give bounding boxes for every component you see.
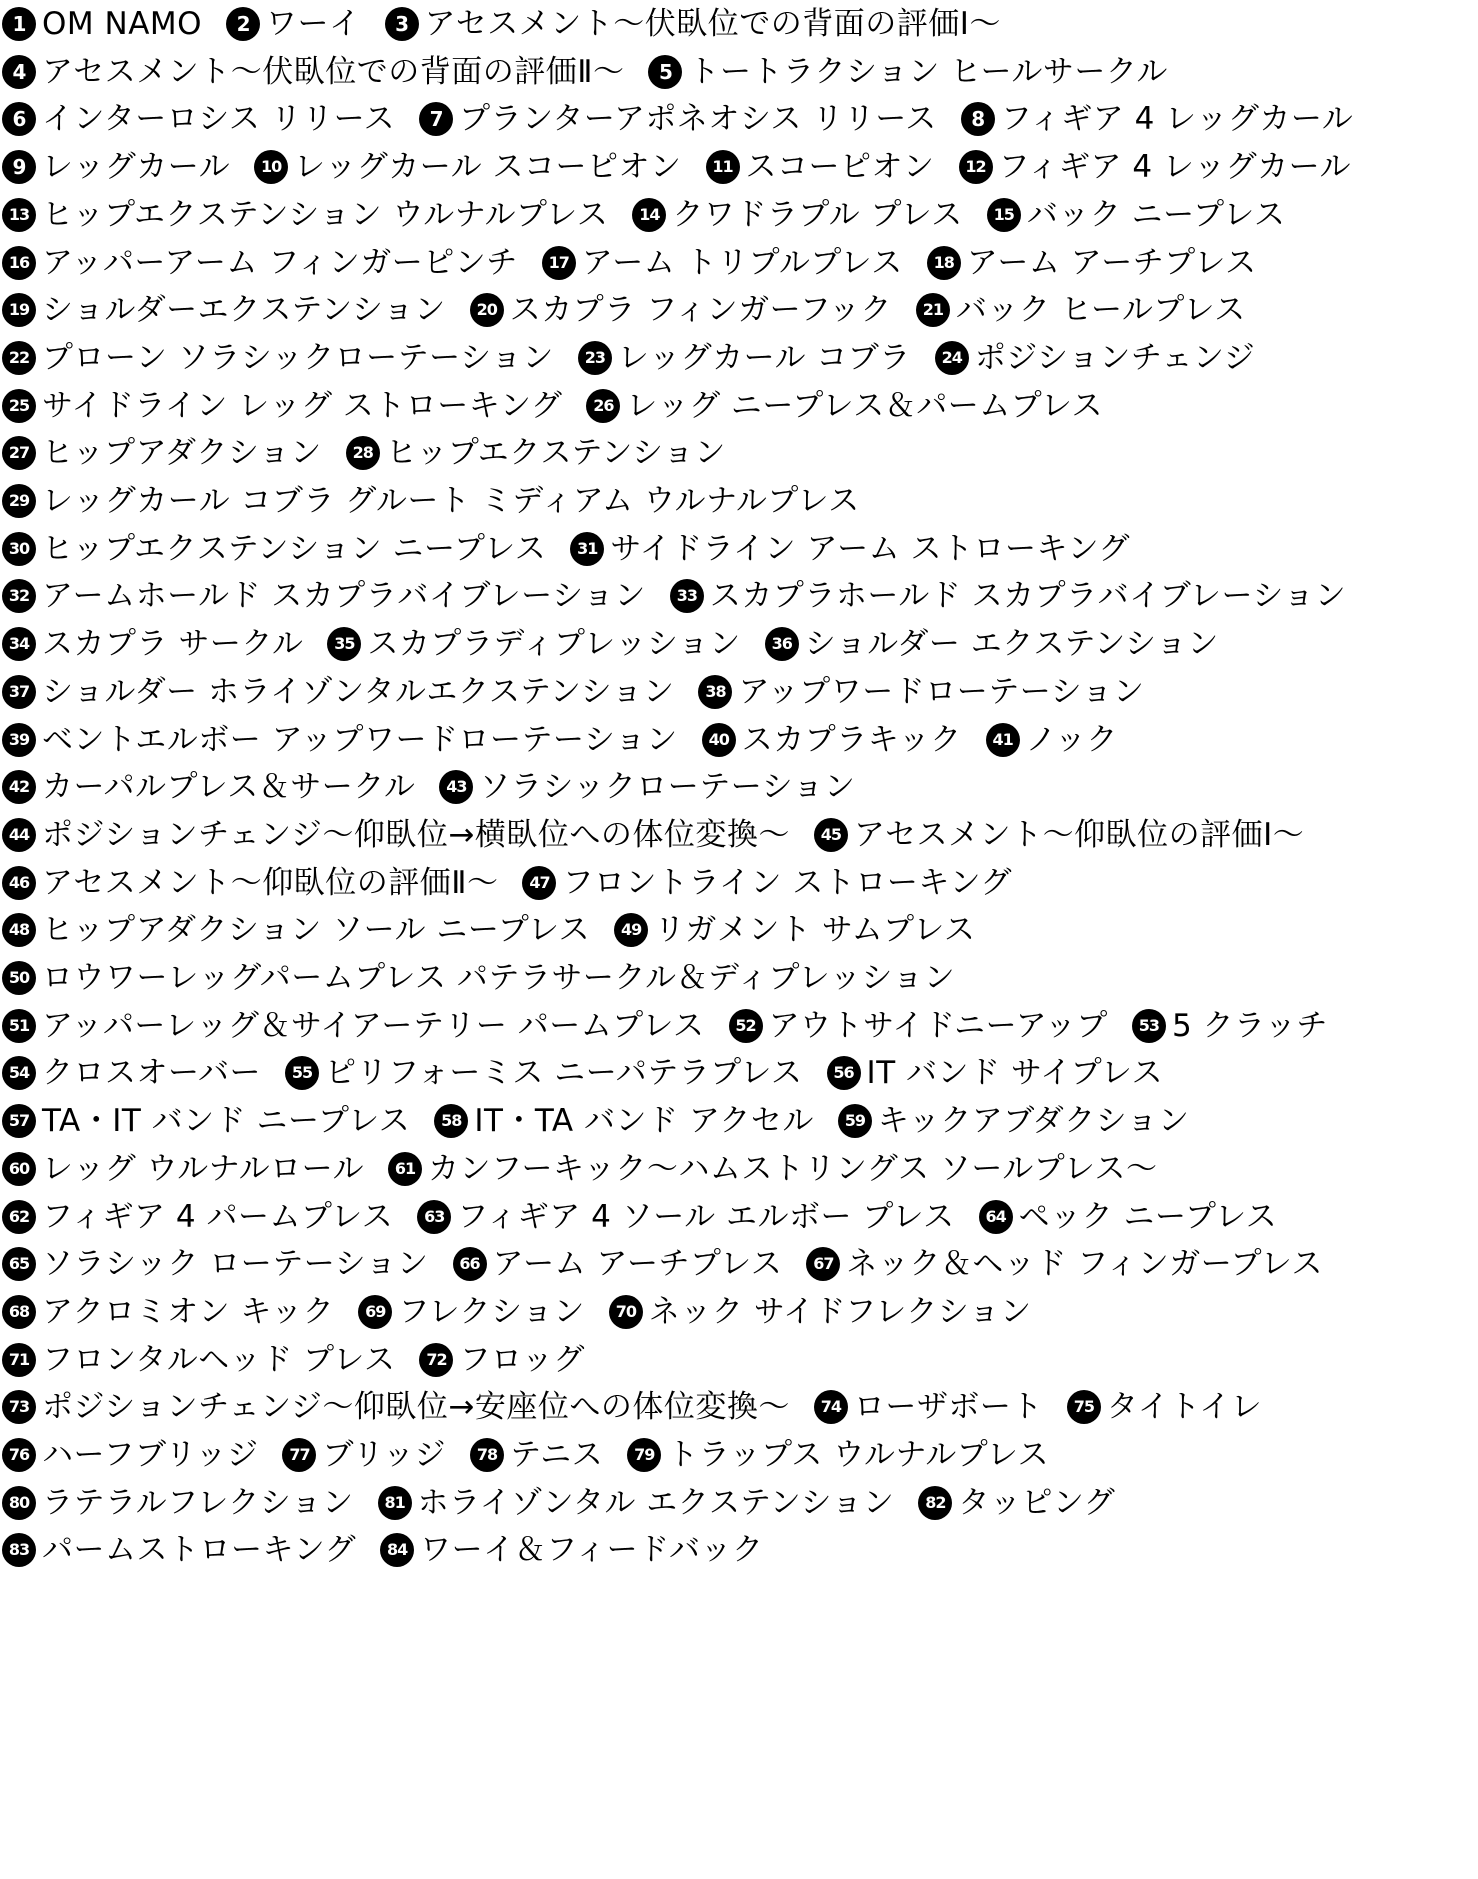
step-number-badge: 84 [380,1533,414,1567]
step-number-badge: 53 [1132,1009,1166,1043]
technique-label: フロッグ [459,1341,585,1378]
technique-item [282,1431,446,1479]
technique-item [2,1526,356,1574]
technique-label: クロスオーバー [42,1055,261,1092]
step-number-badge: 83 [2,1533,36,1567]
step-number-badge: 40 [702,723,736,757]
technique-item [439,763,855,811]
technique-label: ラテラルフレクション [42,1484,354,1521]
step-number-badge: 8 [961,102,995,136]
technique-item [434,1097,814,1145]
list-line [2,620,1219,668]
technique-item [2,620,303,668]
technique-item [961,95,1354,143]
technique-item [838,1097,1190,1145]
step-number-badge: 27 [2,436,36,470]
list-line [2,1049,1163,1097]
list-line [2,1336,585,1384]
technique-label: スコーピオン [745,149,935,186]
technique-item [706,143,935,191]
technique-item [2,477,860,525]
technique-item [827,1049,1164,1097]
step-number-badge: 10 [254,150,288,184]
step-number-badge: 39 [2,723,36,757]
technique-label: ピリフォーミス ニーパテラプレス [324,1055,803,1092]
technique-item [2,191,608,239]
step-number-badge: 42 [2,770,36,804]
list-line [2,1145,1158,1193]
technique-item [986,716,1118,764]
technique-item [648,48,1167,96]
technique-label: ポジションチェンジ〜仰臥位→安座位への体位変換〜 [42,1389,790,1426]
step-number-badge: 14 [632,198,666,232]
list-line [2,48,1168,96]
technique-item [2,1431,258,1479]
technique-label: バック ヒールプレス [955,292,1246,329]
technique-label: アッパーレッグ＆サイアーテリー パームプレス [42,1007,705,1044]
step-number-badge: 72 [419,1343,453,1377]
technique-label: ブリッジ [322,1437,447,1473]
technique-item [702,716,962,764]
step-number-badge: 56 [827,1056,861,1090]
technique-label: アーム アーチプレス [492,1246,783,1283]
step-number-badge: 29 [2,484,36,518]
technique-item [2,1383,790,1431]
technique-item [470,1431,603,1479]
step-number-badge: 23 [578,341,612,375]
technique-item [570,525,1130,573]
technique-item [814,811,1304,859]
technique-label: ネック＆ヘッド フィンガープレス [846,1246,1323,1283]
step-number-badge: 28 [346,436,380,470]
step-number-badge: 18 [927,246,961,280]
technique-label: ポジションチェンジ [974,339,1256,376]
step-number-badge: 31 [570,532,604,566]
technique-item [2,716,678,764]
technique-item [2,668,674,716]
technique-item [2,906,590,954]
technique-label: ソラシック ローテーション [42,1246,429,1283]
technique-item [918,1479,1115,1527]
step-number-badge: 67 [806,1247,840,1281]
technique-item [2,1193,393,1241]
technique-label: ポジションチェンジ〜仰臥位→横臥位への体位変換〜 [42,816,790,853]
list-line [2,572,1346,620]
technique-label: タッピング [958,1484,1116,1521]
technique-label: アーム アーチプレス [966,244,1257,281]
list-line [2,0,1001,48]
technique-label: タイトイレ [1106,1389,1263,1426]
list-line [2,191,1285,239]
step-number-badge: 77 [282,1438,316,1472]
list-line [2,1479,1115,1527]
list-line [2,477,860,525]
step-number-badge: 58 [434,1104,468,1138]
list-line [2,382,1103,430]
technique-label: アーム トリプルプレス [581,244,903,281]
technique-label: ノック [1025,721,1118,758]
technique-item [2,572,646,620]
step-number-badge: 6 [2,102,36,136]
technique-item [346,429,726,477]
technique-item [419,95,937,143]
technique-item [609,1288,1032,1336]
list-line [2,286,1246,334]
step-number-badge: 13 [2,198,36,232]
step-number-badge: 45 [814,818,848,852]
technique-label: レッグ ウルナルロール [42,1150,364,1187]
technique-label: スカプラホールド スカプラバイブレーション [709,578,1347,615]
step-number-badge: 66 [453,1247,487,1281]
technique-item [2,1479,354,1527]
technique-label: アウトサイドニーアップ [768,1007,1108,1044]
list-line [2,1097,1190,1145]
step-number-badge: 76 [2,1438,36,1472]
technique-item [2,1240,429,1288]
technique-label: レッグカール コブラ [617,339,911,376]
list-line [2,429,726,477]
list-line [2,763,856,811]
step-number-badge: 35 [327,627,361,661]
step-number-badge: 41 [986,723,1020,757]
list-line [2,906,975,954]
technique-item [2,1145,364,1193]
list-line [2,525,1130,573]
technique-label: カンフーキック〜ハムストリングス ソールプレス〜 [427,1150,1158,1187]
step-number-badge: 25 [2,389,36,423]
technique-item [2,954,955,1002]
technique-item [2,48,624,96]
technique-label: レッグカール スコーピオン [294,149,682,186]
technique-label: フィギア 4 レッグカール [1000,101,1354,138]
technique-item [2,859,498,907]
technique-label: プローン ソラシックローテーション [42,339,554,376]
technique-label: サイドライン アーム ストローキング [610,530,1131,567]
technique-item [2,334,554,382]
technique-item [385,0,1001,48]
step-number-badge: 75 [1067,1390,1101,1424]
step-number-badge: 63 [417,1200,451,1234]
step-number-badge: 26 [586,389,620,423]
technique-label: パームストローキング [42,1532,357,1569]
technique-label: ベントエルボー アップワードローテーション [42,721,678,758]
step-number-badge: 52 [729,1009,763,1043]
step-number-badge: 21 [916,293,950,327]
technique-item [2,429,322,477]
technique-item [378,1479,895,1527]
step-number-badge: 34 [2,627,36,661]
technique-label: フロンタルヘッド プレス [42,1341,396,1378]
technique-label: レッグカール コブラ グルート ミディアム ウルナルプレス [42,483,860,519]
technique-item [959,143,1352,191]
step-number-badge: 64 [979,1200,1013,1234]
technique-label: ヒップアダクション [42,435,322,472]
step-number-badge: 80 [2,1486,36,1520]
technique-item [2,239,518,287]
technique-label: プランターアポネオシス リリース [459,101,937,138]
technique-label: ローザボート [853,1389,1043,1426]
technique-label: カーパルプレス＆サークル [42,769,416,806]
technique-item [2,382,562,430]
technique-item [806,1240,1323,1288]
step-number-badge: 9 [2,150,36,184]
technique-item [765,620,1219,668]
technique-label: ペック ニープレス [1018,1198,1278,1235]
step-number-badge: 68 [2,1295,36,1329]
technique-item [586,382,1103,430]
technique-item [226,0,361,48]
step-number-badge: 48 [2,913,36,947]
step-number-badge: 57 [2,1104,36,1138]
technique-label: スカプラ サークル [42,626,304,663]
technique-label: サイドライン レッグ ストローキング [42,387,563,424]
technique-label: リガメント サムプレス [654,912,976,949]
technique-label: TA・IT バンド ニープレス [42,1103,411,1140]
step-number-badge: 51 [2,1009,36,1043]
step-number-badge: 54 [2,1056,36,1090]
list-line [2,1383,1262,1431]
technique-item [979,1193,1278,1241]
technique-label: ネック サイドフレクション [648,1293,1032,1330]
technique-label: スカプラキック [741,721,962,758]
technique-label: IT バンド サイプレス [866,1055,1164,1092]
technique-label: アセスメント〜伏臥位での背面の評価Ⅰ〜 [424,6,1001,42]
technique-label: アクロミオン キック [42,1293,335,1330]
technique-label: フィギア 4 ソール エルボー プレス [457,1198,955,1235]
list-line [2,811,1304,859]
technique-item [453,1240,783,1288]
step-number-badge: 19 [2,293,36,327]
technique-item [2,286,446,334]
technique-item [632,191,962,239]
step-number-badge: 16 [2,246,36,280]
step-number-badge: 60 [2,1152,36,1186]
technique-label: キックアブダクション [877,1103,1190,1140]
technique-item [1132,1002,1328,1050]
step-number-badge: 78 [470,1438,504,1472]
list-line [2,143,1351,191]
step-number-badge: 20 [470,293,504,327]
technique-label: スカプラ フィンガーフック [509,292,892,329]
technique-label: ワーイ [266,6,361,42]
technique-item [1067,1383,1262,1431]
technique-label: ヒップエクステンション ウルナルプレス [42,196,609,233]
technique-item [927,239,1257,287]
technique-item [2,1002,705,1050]
technique-label: バック ニープレス [1026,196,1286,233]
step-number-badge: 44 [2,818,36,852]
step-number-badge: 70 [609,1295,643,1329]
technique-label: ショルダーエクステンション [42,292,446,329]
technique-label: ヒップエクステンション ニープレス [42,530,547,567]
step-number-badge: 55 [285,1056,319,1090]
technique-label: IT・TA バンド アクセル [474,1103,814,1140]
technique-item [2,763,415,811]
technique-item [2,0,202,48]
list-line [2,716,1118,764]
technique-label: アセスメント〜伏臥位での背面の評価Ⅱ〜 [42,53,625,90]
technique-label: スカプラディプレッション [367,626,741,663]
step-number-badge: 38 [698,675,732,709]
technique-label: ソラシックローテーション [479,769,856,806]
technique-label: クワドラプル プレス [672,196,963,233]
technique-item [327,620,740,668]
step-number-badge: 11 [706,150,740,184]
step-number-badge: 30 [2,532,36,566]
step-number-badge: 32 [2,579,36,613]
step-number-badge: 5 [648,55,682,89]
list-line [2,1002,1328,1050]
technique-item [2,95,395,143]
technique-label: ホライゾンタル エクステンション [417,1484,895,1521]
technique-label: テニス [510,1437,604,1473]
list-line [2,668,1145,716]
technique-item [254,143,681,191]
technique-label: ヒップアダクション ソール ニープレス [42,912,591,949]
step-number-badge: 49 [614,913,648,947]
technique-item [2,143,230,191]
technique-item [987,191,1286,239]
step-number-badge: 24 [935,341,969,375]
step-number-badge: 62 [2,1200,36,1234]
technique-item [698,668,1144,716]
technique-label: トートラクション ヒールサークル [688,53,1168,90]
list-line [2,239,1257,287]
step-number-badge: 33 [670,579,704,613]
technique-label: トラップス ウルナルプレス [667,1437,1050,1473]
technique-item [2,811,790,859]
technique-label: OM NAMO [42,6,203,42]
step-number-badge: 81 [378,1486,412,1520]
technique-label: フィギア 4 レッグカール [998,149,1352,186]
technique-label: インターロシス リリース [42,101,396,138]
step-number-badge: 12 [959,150,993,184]
technique-item [2,1097,410,1145]
technique-item [358,1288,585,1336]
step-number-badge: 15 [987,198,1021,232]
step-number-badge: 50 [2,961,36,995]
technique-label: ロウワーレッグパームプレス パテラサークル＆ディプレッション [42,960,956,996]
list-line [2,1240,1323,1288]
technique-item [935,334,1255,382]
list-line [2,859,1012,907]
technique-label: 5 クラッチ [1171,1007,1328,1044]
technique-item [2,1049,261,1097]
step-number-badge: 7 [419,102,453,136]
list-line [2,1288,1032,1336]
technique-item [419,1336,584,1384]
technique-item [380,1526,763,1574]
technique-item [670,572,1346,620]
step-number-badge: 46 [2,866,36,900]
step-number-badge: 47 [522,866,556,900]
technique-item [2,1336,395,1384]
technique-item [542,239,903,287]
technique-item [522,859,1012,907]
technique-item [916,286,1246,334]
technique-label: ワーイ＆フィードバック [420,1532,764,1569]
technique-label: ヒップエクステンション [385,435,726,472]
technique-item [2,525,546,573]
step-number-badge: 1 [2,7,36,41]
step-number-badge: 61 [388,1152,422,1186]
technique-item [388,1145,1158,1193]
list-line [2,334,1255,382]
technique-label: ショルダー ホライゾンタルエクステンション [42,673,675,710]
technique-label: アセスメント〜仰臥位の評価Ⅱ〜 [42,864,499,901]
technique-item [614,906,975,954]
step-number-badge: 17 [542,246,576,280]
technique-item [814,1383,1043,1431]
technique-label: レッグ ニープレス＆パームプレス [626,387,1104,424]
step-number-badge: 3 [385,7,419,41]
step-number-badge: 37 [2,675,36,709]
step-number-badge: 71 [2,1343,36,1377]
technique-label: ハーフブリッジ [42,1437,259,1473]
technique-label: フィギア 4 パームプレス [42,1198,394,1235]
step-number-badge: 79 [627,1438,661,1472]
list-line [2,1431,1049,1479]
technique-item [285,1049,803,1097]
technique-label: アセスメント〜仰臥位の評価Ⅰ〜 [853,816,1305,853]
step-number-badge: 82 [918,1486,952,1520]
step-number-badge: 73 [2,1390,36,1424]
technique-label: アームホールド スカプラバイブレーション [42,578,646,615]
technique-item [627,1431,1049,1479]
technique-label: フロントライン ストローキング [562,864,1012,901]
technique-item [729,1002,1108,1050]
step-number-badge: 59 [838,1104,872,1138]
technique-label: レッグカール [42,149,231,186]
technique-label: アップワードローテーション [738,673,1145,710]
list-line [2,1526,763,1574]
technique-label: ショルダー エクステンション [804,626,1219,663]
step-number-badge: 65 [2,1247,36,1281]
step-number-badge: 36 [765,627,799,661]
step-number-badge: 4 [2,55,36,89]
technique-label: アッパーアーム フィンガーピンチ [42,244,518,281]
technique-item [417,1193,954,1241]
list-line [2,95,1353,143]
step-number-badge: 22 [2,341,36,375]
list-line [2,954,955,1002]
step-number-badge: 69 [358,1295,392,1329]
list-line [2,1193,1277,1241]
step-number-badge: 2 [226,7,260,41]
technique-label: フレクション [398,1293,585,1330]
step-number-badge: 74 [814,1390,848,1424]
step-number-badge: 43 [439,770,473,804]
technique-item [578,334,911,382]
technique-item [2,1288,334,1336]
technique-item [470,286,892,334]
